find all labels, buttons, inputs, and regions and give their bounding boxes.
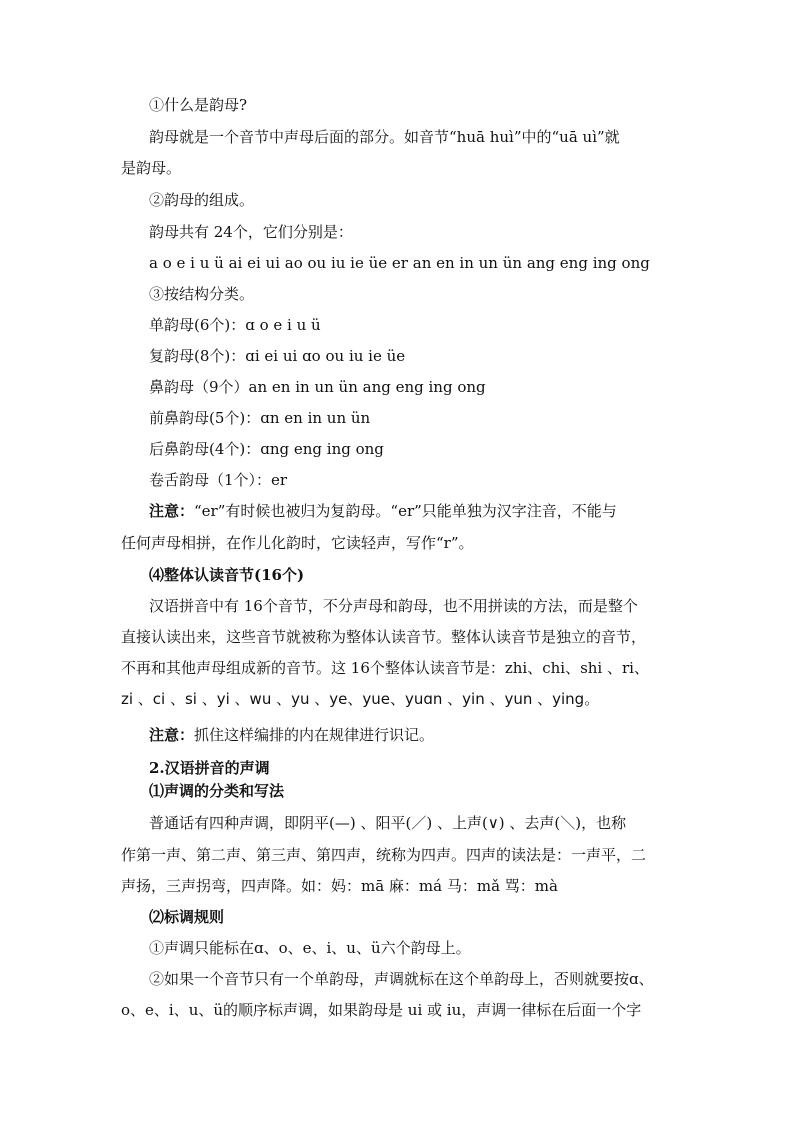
section-heading: ⑷整体认读音节(16个) bbox=[149, 566, 305, 584]
rule-item: ①声调只能标在ɑ、o、e、i、u、ü六个韵母上。 bbox=[149, 939, 471, 957]
paragraph-line: 不再和其他声母组成新的音节。这 16个整体认读音节是：zhi、chi、shi 、ri、 bbox=[121, 659, 649, 677]
note-label: 注意： bbox=[149, 502, 195, 520]
syllable-list: zi 、ci 、si 、yi 、wu 、yu 、ye、yue、yuɑn 、yin 、yun 、ying。 bbox=[121, 690, 600, 708]
paragraph-line: 普通话有四种声调，即阴平(—) 、阳平(／) 、上声(∨) 、去声(＼)，也称 bbox=[149, 814, 627, 832]
paragraph-line: 直接认读出来，这些音节就被称为整体认读音节。整体认读音节是独立的音节， bbox=[121, 628, 647, 646]
composition-heading: ②韵母的组成。 bbox=[149, 191, 255, 209]
finals-list: a o e i u ü ai ei ui ao ou iu ie üe er an en in un ün ang eng ing ong bbox=[149, 254, 650, 272]
paragraph-line: 韵母共有 24个，它们分别是： bbox=[149, 223, 353, 241]
section-heading: ⑴声调的分类和写法 bbox=[149, 782, 285, 800]
list-item: 单韵母(6个)：ɑ o e i u ü bbox=[149, 316, 321, 334]
list-item: 鼻韵母（9个）an en in un ün ang eng ing ong bbox=[149, 378, 486, 396]
note-line bbox=[149, 725, 434, 745]
list-item: 前鼻韵母(5个)：ɑn en in un ün bbox=[149, 409, 371, 427]
rule-item: ②如果一个音节只有一个单韵母，声调就标在这个单韵母上，否则就要按ɑ、 bbox=[149, 970, 654, 988]
paragraph-line: 汉语拼音中有 16个音节，不分声母和韵母，也不用拼读的方法，而是整个 bbox=[149, 597, 638, 615]
paragraph-line: o、e、i、u、ü的顺序标声调，如果韵母是 ui 或 iu，声调一律标在后面一个字 bbox=[121, 1001, 642, 1019]
list-item: 后鼻韵母(4个)：ɑng eng ing ong bbox=[149, 440, 384, 458]
paragraph-line: 是韵母。 bbox=[121, 159, 182, 177]
note-text: 抓住这样编排的内在规律进行识记。 bbox=[194, 726, 435, 744]
note-line bbox=[149, 501, 617, 521]
list-item: 卷舌韵母（1个）：er bbox=[149, 471, 288, 489]
note-label: 注意： bbox=[149, 726, 195, 744]
paragraph-line: 任何声母相拼，在作儿化韵时，它读轻声，写作“r”。 bbox=[121, 534, 474, 552]
list-item: 复韵母(8个)：ɑi ei ui ɑo ou iu ie üe bbox=[149, 347, 406, 365]
chapter-heading: 2.汉语拼音的声调 bbox=[149, 759, 270, 777]
paragraph-line: 声扬，三声拐弯，四声降。如：妈：mā 麻：má 马：mǎ 骂：mà bbox=[121, 877, 558, 895]
paragraph-line: 韵母就是一个音节中声母后面的部分。如音节“huā huì”中的“uā uì”就 bbox=[149, 128, 620, 146]
section-heading: ⑵标调规则 bbox=[149, 908, 225, 926]
classification-heading: ③按结构分类。 bbox=[149, 285, 255, 303]
question-heading: ①什么是韵母? bbox=[149, 96, 248, 114]
note-text: “er”有时候也被归为复韵母。“er”只能单独为汉字注音，不能与 bbox=[194, 502, 617, 520]
paragraph-line: 作第一声、第二声、第三声、第四声，统称为四声。四声的读法是：一声平，二 bbox=[121, 846, 647, 864]
